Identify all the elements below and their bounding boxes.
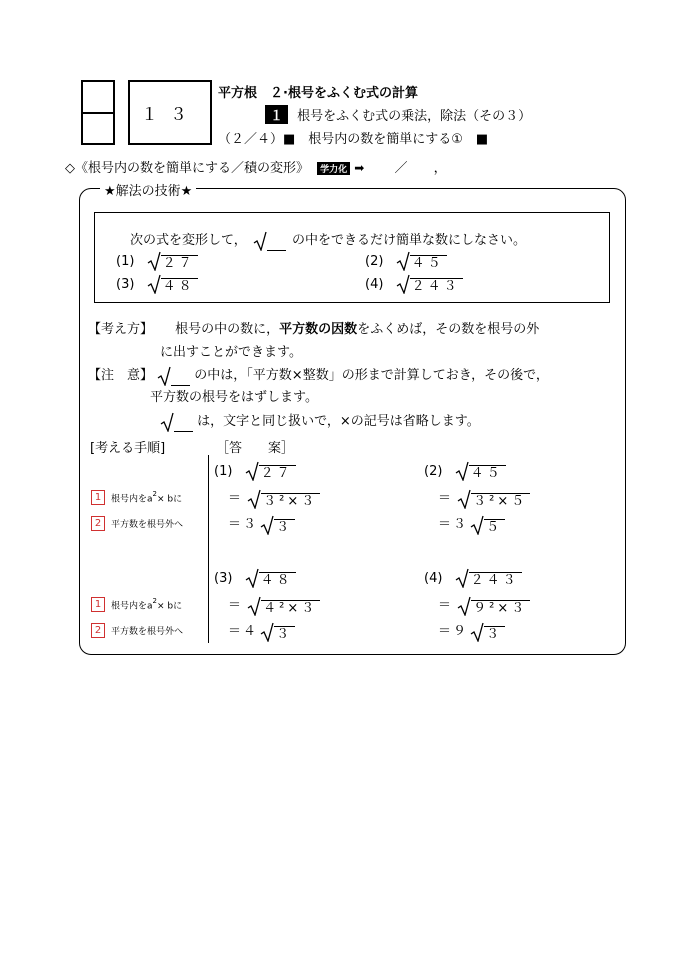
radicand: ３²×５ [471, 493, 530, 509]
answer-label: (2) [424, 463, 443, 479]
topic-line [65, 157, 447, 176]
answer-4-result [438, 620, 505, 642]
radicand: ３ [274, 519, 295, 535]
radical-symbol [160, 412, 193, 432]
sqrt-expression [147, 274, 198, 294]
step-text: × bに [156, 494, 183, 505]
approach-bold-text: 平方数の因数 [279, 322, 358, 337]
approach-text: をふくめば，その数を根号の外 [357, 322, 540, 337]
answer-4-label [424, 568, 522, 588]
approach-line2: に出すことができます。 [160, 345, 302, 360]
arrow-right-icon: ➡ [354, 161, 365, 175]
radicand: ９²×３ [471, 600, 530, 616]
step-sup: 2 [152, 597, 157, 605]
sqrt-expression [457, 596, 530, 616]
answer-1-label [214, 461, 296, 481]
sqrt-expression [260, 515, 295, 535]
equals-sign: ＝ [228, 598, 242, 613]
approach-line1 [88, 318, 539, 337]
problem-item-4 [365, 274, 463, 294]
answer-label: (3) [214, 570, 233, 586]
radicand: ２７ [161, 255, 198, 271]
answer-3-step1 [228, 594, 320, 616]
header-badge: １ [265, 105, 288, 124]
problem-label: (1) [116, 253, 135, 269]
approach-text: 根号の中の数に， [175, 322, 280, 337]
sqrt-expression [470, 515, 505, 535]
step-number: 1 [91, 490, 105, 505]
answer-label: (4) [424, 570, 443, 586]
header-line1: 平方根 ２·根号をふくむ式の計算 [218, 86, 418, 101]
sqrt-expression [455, 461, 506, 481]
coefficient: ４ [243, 624, 257, 639]
answer-3-result [228, 620, 295, 642]
problem-label: (2) [365, 253, 384, 269]
caution-line2: 平方数の根号をはずします。 [150, 390, 318, 405]
problem-instruction [130, 229, 526, 251]
radicand: ３ [484, 626, 505, 642]
equals-sign: ＝ [438, 598, 452, 613]
problem-label: (4) [365, 276, 384, 292]
step-text: 平方数を根号外へ [111, 627, 184, 637]
coefficient: ３ [243, 517, 257, 532]
header-line2 [265, 105, 531, 124]
procedure-step-1 [91, 597, 182, 612]
equals-sign: ＝ [228, 624, 242, 639]
topic-text: ◇《根号内の数を簡単にする／積の変形》 [65, 161, 309, 176]
header-small-box-divider [81, 112, 115, 114]
sqrt-expression [247, 596, 320, 616]
topic-comma: ， [433, 161, 447, 176]
unit-number-box [128, 80, 212, 145]
procedure-step-2 [91, 623, 183, 638]
radicand: ４８ [161, 278, 198, 294]
step-number: 1 [91, 597, 105, 612]
sqrt-expression [247, 489, 320, 509]
problem-label: (3) [116, 276, 135, 292]
answer-2-step1 [438, 487, 530, 509]
answers-divider [208, 455, 209, 643]
answers-label: ［答 案］ [216, 441, 295, 456]
step-text: 根号内をa [111, 601, 153, 612]
radicand: ４²×３ [261, 600, 320, 616]
sqrt-expression [470, 622, 505, 642]
section-title: ★解法の技術★ [100, 180, 196, 199]
header-subtitle: 根号をふくむ式の乗法，除法（その３） [297, 109, 532, 124]
procedure-step-2 [91, 516, 183, 531]
sqrt-expression [455, 568, 522, 588]
procedure-label: [考える手順] [90, 441, 166, 456]
equals-sign: ＝ [228, 491, 242, 506]
answer-4-step1 [438, 594, 530, 616]
step-sup: 2 [152, 490, 157, 498]
radicand: ５ [484, 519, 505, 535]
step-text: 根号内をa [111, 494, 153, 505]
procedure-step-1 [91, 490, 182, 505]
radicand: ４５ [469, 465, 506, 481]
sqrt-expression [396, 251, 447, 271]
answer-label: (1) [214, 463, 233, 479]
radicand: ４５ [410, 255, 447, 271]
answer-1-result [228, 513, 295, 535]
step-number: 2 [91, 516, 105, 531]
unit-number: １３ [141, 105, 199, 125]
radical-symbol [157, 366, 190, 386]
problem-item-3 [116, 274, 198, 294]
sqrt-expression [147, 251, 198, 271]
topic-tag: 学力化 [317, 162, 350, 175]
equals-sign: ＝ [438, 491, 452, 506]
approach-label: 【考え方】 [88, 322, 154, 337]
radical-symbol [253, 231, 286, 251]
step-text: × bに [156, 601, 183, 612]
problem-item-1 [116, 251, 198, 271]
problem-item-2 [365, 251, 447, 271]
equals-sign: ＝ [438, 517, 452, 532]
sqrt-expression [245, 461, 296, 481]
coefficient: ９ [453, 624, 467, 639]
header-line3: （２／４）■ 根号内の数を簡単にする① ■ [218, 132, 489, 147]
answer-2-result [438, 513, 505, 535]
caution-text: の中は，「平方数×整数」の形まで計算しておき，その後で， [194, 368, 549, 383]
step-text: 平方数を根号外へ [111, 520, 184, 530]
radicand: ３²×３ [261, 493, 320, 509]
sqrt-expression [260, 622, 295, 642]
radicand: ２４３ [410, 278, 463, 294]
answer-3-label [214, 568, 296, 588]
radicand: ３ [274, 626, 295, 642]
coefficient: ３ [453, 517, 467, 532]
sqrt-expression [245, 568, 296, 588]
caution-line3 [160, 410, 480, 432]
topic-slash: ／ [394, 161, 408, 176]
radicand: ４８ [259, 572, 296, 588]
step-number: 2 [91, 623, 105, 638]
caution-label: 【注 意】 [88, 368, 154, 383]
instruction-before: 次の式を変形して， [130, 233, 247, 248]
answer-1-step1 [228, 487, 320, 509]
radicand: ２７ [259, 465, 296, 481]
equals-sign: ＝ [438, 624, 452, 639]
instruction-after: の中をできるだけ簡単な数にしなさい。 [292, 233, 527, 248]
sqrt-expression [396, 274, 463, 294]
radicand: ２４３ [469, 572, 522, 588]
caution-line1 [88, 364, 549, 386]
sqrt-expression [457, 489, 530, 509]
caution-text: は，文字と同じ扱いで，×の記号は省略します。 [197, 414, 480, 429]
equals-sign: ＝ [228, 517, 242, 532]
answer-2-label [424, 461, 506, 481]
